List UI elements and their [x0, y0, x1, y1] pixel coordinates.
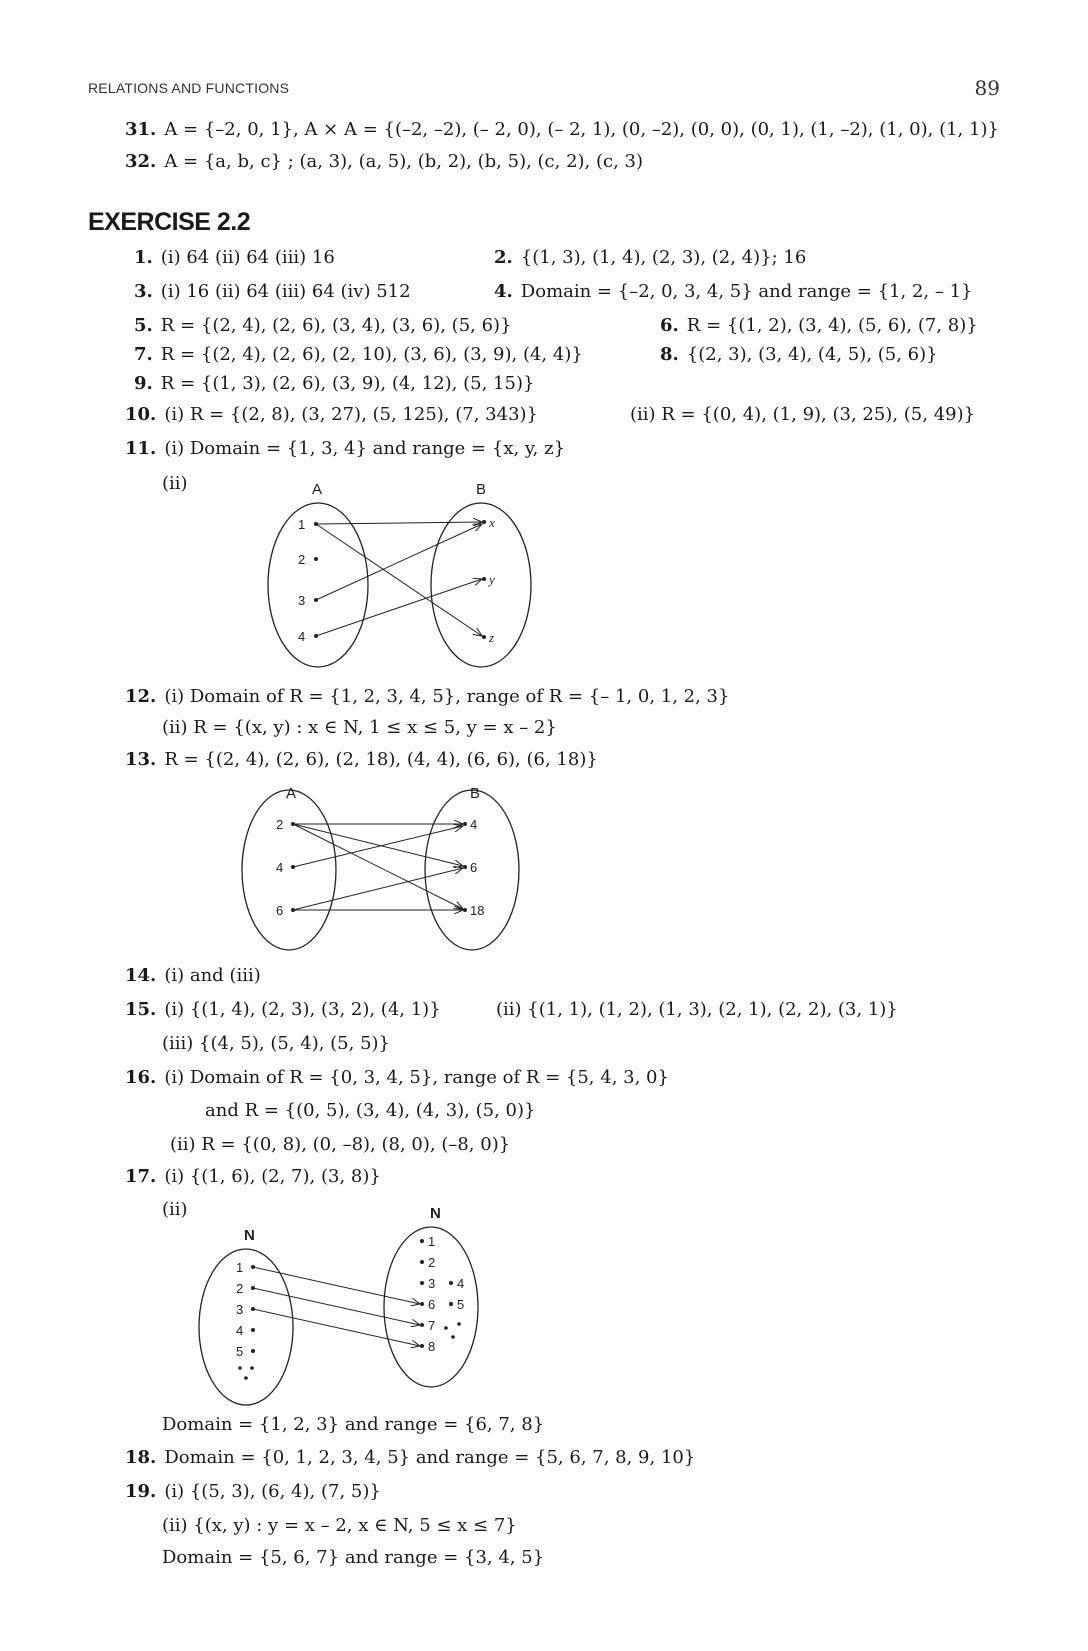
answer-text: (i) R = {(2, 8), (3, 27), (5, 125), (7, 343)}	[164, 404, 538, 425]
element-b: 5	[457, 1297, 465, 1312]
element-a: 4	[276, 860, 284, 875]
mapping-arrow	[316, 579, 482, 636]
element-b: 3	[428, 1276, 436, 1291]
answer-number: 9.	[134, 373, 153, 394]
dot	[482, 577, 486, 581]
answer-12-ii	[162, 716, 557, 740]
answer-text: R = {(2, 4), (2, 6), (3, 4), (3, 6), (5, 6)}	[160, 315, 512, 336]
answer-number: 16.	[125, 1067, 157, 1088]
answer-text: (i) {(1, 4), (2, 3), (3, 2), (4, 1)}	[164, 999, 441, 1020]
page-number: 89	[974, 76, 1000, 100]
set-a-ellipse	[268, 503, 368, 667]
dot	[463, 865, 467, 869]
answer-text: (ii) R = {(x, y) : x ∈ N, 1 ≤ x ≤ 5, y = x – 2}	[162, 717, 557, 738]
element-a: 4	[298, 629, 306, 644]
answer-12	[125, 685, 729, 709]
answer-number: 3.	[134, 281, 153, 302]
dot	[463, 908, 467, 912]
answer-text: {(1, 3), (1, 4), (2, 3), (2, 4)}; 16	[520, 247, 807, 268]
answer-text: Domain = {1, 2, 3} and range = {6, 7, 8}	[162, 1414, 545, 1435]
dot	[482, 520, 486, 524]
answer-number: 6.	[660, 315, 679, 336]
set-a-label: A	[312, 481, 323, 498]
set-b-label: B	[476, 481, 487, 498]
element-a: 3	[298, 593, 306, 608]
answer-text: (ii)	[162, 473, 188, 494]
ellipsis-dot	[250, 1366, 254, 1370]
answer-number: 1.	[134, 247, 153, 268]
answer-text: {(2, 3), (3, 4), (4, 5), (5, 6)}	[686, 344, 938, 365]
answer-text: (ii) {(1, 1), (1, 2), (1, 3), (2, 1), (2, 2), (3, 1)}	[496, 999, 898, 1020]
dot	[251, 1349, 255, 1353]
element-a: 3	[236, 1302, 244, 1317]
answer-number: 18.	[125, 1447, 157, 1468]
answer-text: (i) 64 (ii) 64 (iii) 16	[160, 247, 335, 268]
set-a-ellipse	[242, 790, 336, 950]
element-b: 1	[428, 1234, 436, 1249]
dot	[420, 1239, 424, 1243]
answer-number: 19.	[125, 1481, 157, 1502]
answer-number: 7.	[134, 344, 153, 365]
answer-13	[125, 748, 598, 772]
dot	[314, 557, 318, 561]
answer-17-ii	[162, 1198, 188, 1222]
dot	[482, 635, 486, 639]
answer-17-domain	[162, 1413, 544, 1437]
element-b: x	[489, 515, 495, 530]
dot	[449, 1302, 453, 1306]
answer-text: (i) and (iii)	[164, 965, 261, 986]
answer-17	[125, 1165, 381, 1189]
answer-number: 10.	[125, 404, 157, 425]
element-b: z	[489, 630, 495, 645]
answer-text: A = {a, b, c} ; (a, 3), (a, 5), (b, 2), (b, 5), (c, 2), (c, 3)	[164, 151, 644, 172]
mapping-arrow	[293, 868, 463, 910]
element-a: 6	[276, 903, 284, 918]
ellipsis-dot	[444, 1326, 448, 1330]
element-a: 1	[298, 517, 306, 532]
answer-text: A = {–2, 0, 1}, A × A = {(–2, –2), (– 2, 0), (– 2, 1), (0, –2), (0, 0), (0, 1), (1, –2), (1, 0), (1, 1)}	[164, 119, 999, 140]
element-a: 2	[276, 817, 284, 832]
ellipsis-dot	[244, 1376, 248, 1380]
answer-text: Domain = {5, 6, 7} and range = {3, 4, 5}	[162, 1547, 545, 1568]
dot	[449, 1281, 453, 1285]
answer-text: (ii) R = {(0, 4), (1, 9), (3, 25), (5, 49)}	[630, 404, 976, 425]
running-header: RELATIONS AND FUNCTIONS	[88, 80, 290, 96]
answer-16	[125, 1066, 669, 1090]
answer-number: 4.	[494, 281, 513, 302]
answer-text: R = {(1, 3), (2, 6), (3, 9), (4, 12), (5, 15)}	[160, 373, 535, 394]
mapping-arrow	[293, 824, 463, 866]
answer-text: (i) Domain of R = {1, 2, 3, 4, 5}, range of R = {– 1, 0, 1, 2, 3}	[164, 686, 730, 707]
element-b: y	[489, 572, 495, 587]
answer-18	[125, 1446, 695, 1470]
dot	[420, 1260, 424, 1264]
answer-19-domain	[162, 1546, 544, 1570]
answer-text: (ii)	[162, 1199, 188, 1220]
mapping-arrow	[253, 1309, 420, 1346]
answer-number: 8.	[660, 344, 679, 365]
answer-text: (ii) {(x, y) : y = x – 2, x ∈ N, 5 ≤ x ≤ 7}	[162, 1515, 517, 1536]
answer-19-ii	[162, 1514, 517, 1538]
element-b: 4	[470, 817, 478, 832]
element-a: 5	[236, 1344, 244, 1359]
answer-15	[125, 998, 441, 1022]
answer-text: R = {(1, 2), (3, 4), (5, 6), (7, 8)}	[686, 315, 978, 336]
answer-16-ii	[170, 1133, 510, 1157]
element-b: 6	[470, 860, 478, 875]
dot	[420, 1323, 424, 1327]
dot	[463, 822, 467, 826]
answer-number: 14.	[125, 965, 157, 986]
set-b-ellipse	[431, 503, 531, 667]
answer-number: 15.	[125, 999, 157, 1020]
element-b: 4	[457, 1276, 465, 1291]
answer-text: Domain = {0, 1, 2, 3, 4, 5} and range = {5, 6, 7, 8, 9, 10}	[164, 1447, 696, 1468]
element-b: 18	[470, 903, 485, 918]
mapping-arrow	[316, 524, 482, 636]
answer-number: 31.	[125, 119, 157, 140]
answer-text: (i) {(5, 3), (6, 4), (7, 5)}	[164, 1481, 381, 1502]
answer-text: (iii) {(4, 5), (5, 4), (5, 5)}	[162, 1033, 391, 1054]
mapping-arrow	[253, 1267, 420, 1304]
answer-number: 32.	[125, 151, 157, 172]
answer-text: R = {(2, 4), (2, 6), (2, 18), (4, 4), (6, 6), (6, 18)}	[164, 749, 598, 770]
dot	[420, 1344, 424, 1348]
mapping-arrow	[253, 1288, 420, 1325]
set-a-label: N	[244, 1227, 255, 1244]
mapping-arrow	[293, 824, 463, 909]
answer-number: 2.	[494, 247, 513, 268]
element-a: 2	[236, 1281, 244, 1296]
answer-text: and R = {(0, 5), (3, 4), (4, 3), (5, 0)}	[205, 1100, 536, 1121]
ellipsis-dot	[451, 1335, 455, 1339]
answer-number: 11.	[125, 438, 157, 459]
answer-text: R = {(2, 4), (2, 6), (2, 10), (3, 6), (3, 9), (4, 4)}	[160, 344, 583, 365]
element-a: 2	[298, 552, 306, 567]
answer-text: (i) {(1, 6), (2, 7), (3, 8)}	[164, 1166, 381, 1187]
answer-text: (ii) R = {(0, 8), (0, –8), (8, 0), (–8, 0)}	[170, 1134, 511, 1155]
mapping-arrow	[293, 826, 463, 867]
answer-14	[125, 964, 261, 988]
answer-text: (i) Domain = {1, 3, 4} and range = {x, y, z}	[164, 438, 566, 459]
element-b: 8	[428, 1339, 436, 1354]
answer-number: 12.	[125, 686, 157, 707]
element-b: 2	[428, 1255, 436, 1270]
element-b: 7	[428, 1318, 436, 1333]
mapping-arrow	[316, 524, 482, 600]
ellipsis-dot	[457, 1322, 461, 1326]
answer-number: 5.	[134, 315, 153, 336]
answer-15-iii	[162, 1032, 390, 1056]
answer-number: 17.	[125, 1166, 157, 1187]
element-a: 4	[236, 1323, 244, 1338]
dot	[420, 1302, 424, 1306]
dot	[251, 1328, 255, 1332]
dot	[420, 1281, 424, 1285]
answer-15-ii	[496, 998, 898, 1022]
ellipsis-dot	[238, 1366, 242, 1370]
element-a: 1	[236, 1260, 244, 1275]
element-b: 6	[428, 1297, 436, 1312]
answer-16-cont	[205, 1099, 535, 1123]
exercise-title: EXERCISE 2.2	[88, 208, 251, 236]
answer-text: Domain = {–2, 0, 3, 4, 5} and range = {1, 2, – 1}	[520, 281, 973, 302]
answer-19	[125, 1480, 381, 1504]
set-a-label: A	[286, 785, 297, 802]
answer-text: (i) 16 (ii) 64 (iii) 64 (iv) 512	[160, 281, 411, 302]
set-b-label: N	[430, 1205, 441, 1222]
mapping-arrow	[316, 522, 482, 524]
answer-text: (i) Domain of R = {0, 3, 4, 5}, range of R = {5, 4, 3, 0}	[164, 1067, 669, 1088]
answer-number: 13.	[125, 749, 157, 770]
set-b-label: B	[470, 785, 481, 802]
